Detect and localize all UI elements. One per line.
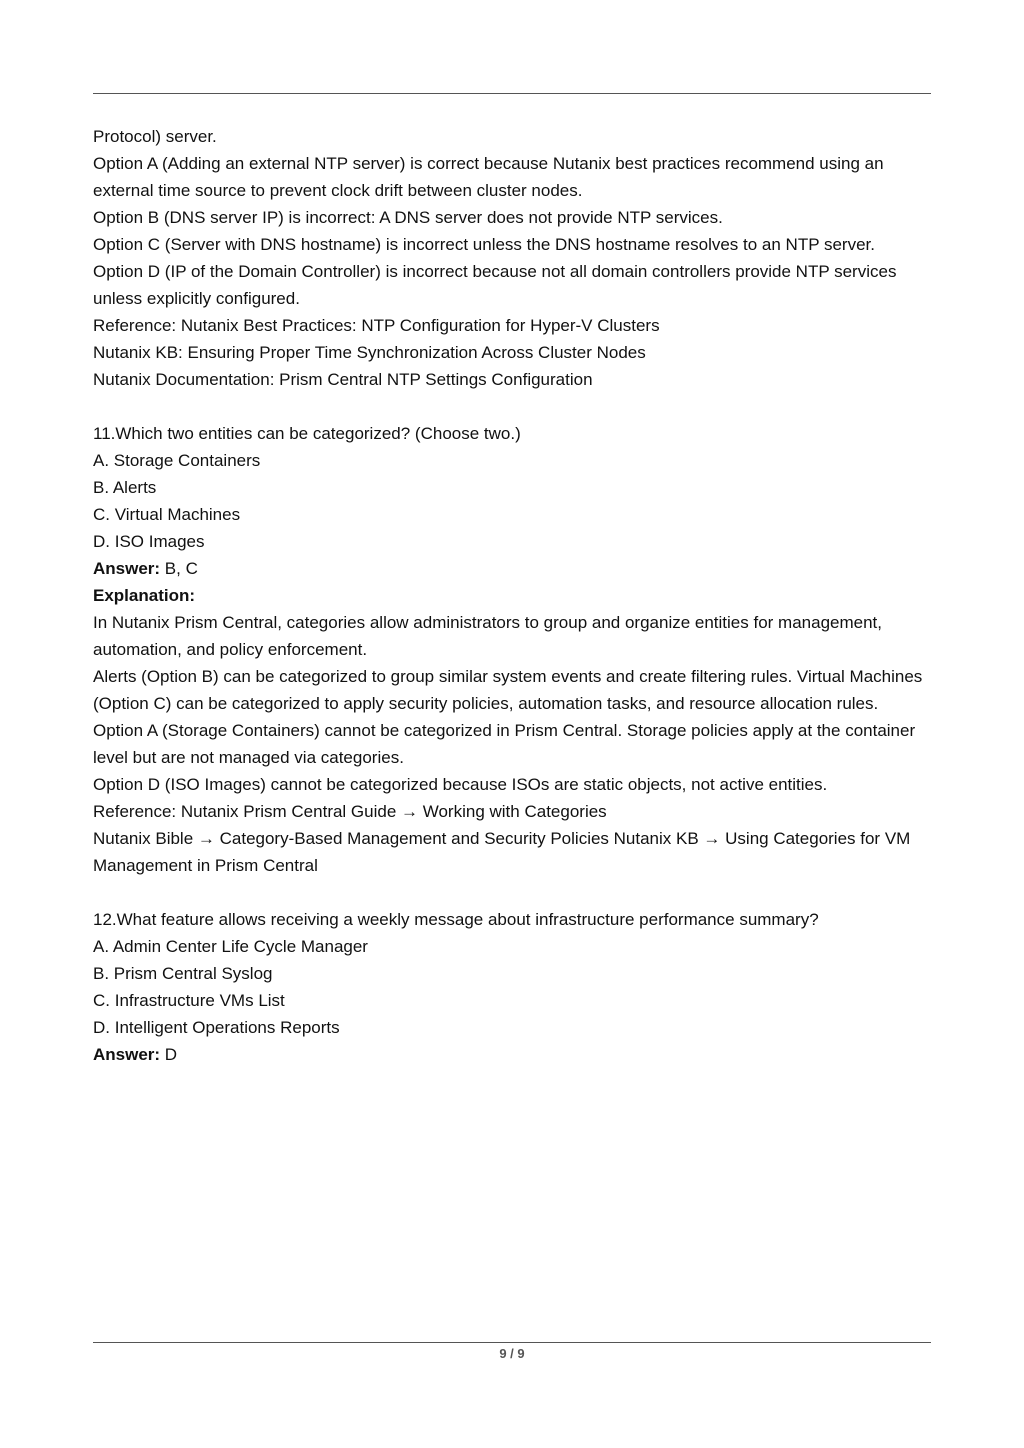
header-rule (93, 93, 931, 94)
question-text: 11.Which two entities can be categorized? (Choose two.) (93, 424, 521, 443)
reference-line: Reference: Nutanix Prism Central Guide → Working with Categories (93, 802, 607, 821)
reference-line: Nutanix KB: Ensuring Proper Time Synchronization Across Cluster Nodes (93, 343, 646, 362)
answer-line (93, 555, 933, 582)
prev-question-continuation (93, 123, 933, 393)
answer-label: Answer: (93, 1045, 161, 1064)
answer-value: D (160, 1045, 178, 1064)
question-text: 12.What feature allows receiving a weekly message about infrastructure performance summary? (93, 910, 819, 929)
explanation-paragraph: Alerts (Option B) can be categorized to group similar system events and create filtering rules. Virtual Machines (Option C) can be categorized to apply security policies, automation tasks, and resource allocation rules. (93, 667, 923, 713)
spacer (93, 879, 933, 906)
option-a: A. Admin Center Life Cycle Manager (93, 937, 368, 956)
option-c: C. Virtual Machines (93, 505, 241, 524)
question-11 (93, 420, 933, 879)
explanation-paragraph: Option A (Storage Containers) cannot be categorized in Prism Central. Storage policies apply at the container level but are not managed via categories. (93, 721, 916, 767)
explanation-paragraph: In Nutanix Prism Central, categories allow administrators to group and organize entities for management, automation, and policy enforcement. (93, 613, 882, 659)
text-line: Option B (DNS server IP) is incorrect: A DNS server does not provide NTP services. (93, 208, 723, 227)
explanation-label: Explanation: (93, 586, 196, 605)
reference-line: Nutanix Documentation: Prism Central NTP Settings Configuration (93, 370, 593, 389)
answer-value: B, C (160, 559, 198, 578)
text-line: Option D (IP of the Domain Controller) is incorrect because not all domain controllers provide NTP services unless explicitly configured. (93, 262, 897, 308)
option-c: C. Infrastructure VMs List (93, 991, 285, 1010)
explanation-paragraph: Option D (ISO Images) cannot be categorized because ISOs are static objects, not active entities. (93, 775, 828, 794)
reference-line: Reference: Nutanix Best Practices: NTP Configuration for Hyper-V Clusters (93, 316, 660, 335)
text-line: Option C (Server with DNS hostname) is incorrect unless the DNS hostname resolves to an NTP server. (93, 235, 875, 254)
answer-line (93, 1041, 933, 1068)
text-line: Option A (Adding an external NTP server) is correct because Nutanix best practices recommend using an external time source to prevent clock drift between cluster nodes. (93, 154, 884, 200)
option-b: B. Alerts (93, 478, 157, 497)
option-b: B. Prism Central Syslog (93, 964, 273, 983)
reference-line: Nutanix Bible → Category-Based Management and Security Policies Nutanix KB → Using Categories for VM Management in Prism Central (93, 829, 911, 875)
answer-label: Answer: (93, 559, 161, 578)
spacer (93, 393, 933, 420)
document-body (93, 123, 933, 1068)
footer-rule (93, 1342, 931, 1343)
question-12 (93, 906, 933, 1068)
page-number: 9 / 9 (499, 1346, 525, 1361)
option-d: D. ISO Images (93, 532, 205, 551)
text-line: Protocol) server. (93, 127, 217, 146)
option-a: A. Storage Containers (93, 451, 261, 470)
option-d: D. Intelligent Operations Reports (93, 1018, 340, 1037)
